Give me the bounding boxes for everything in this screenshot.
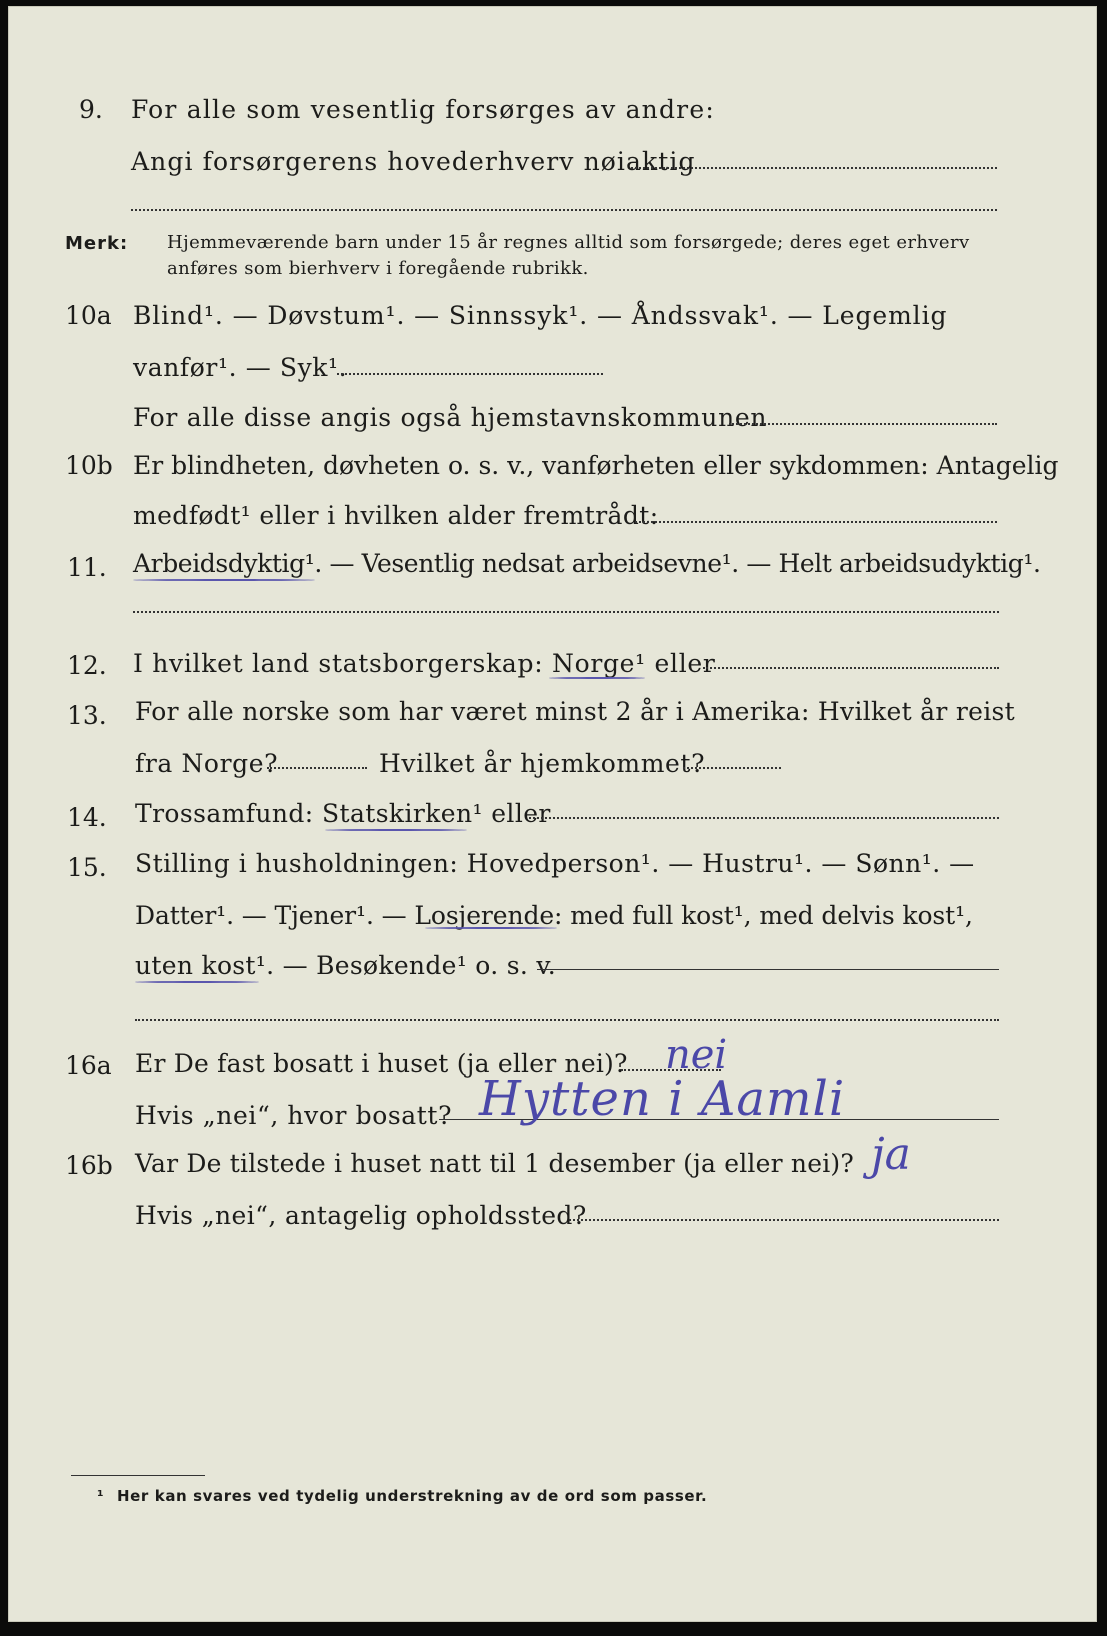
- question-16a-number: 16a: [65, 1051, 112, 1080]
- question-13-line2a: fra Norge?: [135, 749, 279, 778]
- question-10a-line1: Blind¹. — Døvstum¹. — Sinnssyk¹. — Åndssvak¹. — Legemlig: [133, 301, 948, 330]
- question-9-line2: Angi forsørgerens hovederhverv nøiaktig: [131, 147, 696, 176]
- question-10b-number: 10b: [65, 451, 113, 480]
- question-16b-answer2-line: [569, 1219, 999, 1221]
- question-15-line3: uten kost¹. — Besøkende¹ o. s. v.: [135, 951, 557, 980]
- question-10b-line1: Er blindheten, døvheten o. s. v., vanførheten eller sykdommen: Antagelig: [133, 451, 1059, 480]
- question-15-losjerende-underline: [425, 927, 557, 929]
- question-16a-line1: Er De fast bosatt i huset (ja eller nei)?: [135, 1049, 628, 1078]
- question-10b-answer-line: [635, 521, 997, 523]
- census-form-page: [8, 6, 1097, 1622]
- footnote-rule: [71, 1475, 205, 1476]
- question-13-line2b: Hvilket år hjemkommet?: [379, 749, 706, 778]
- question-16a-handwritten-answer1: nei: [665, 1032, 728, 1078]
- question-14-answer-line: [529, 817, 999, 819]
- question-9-answer-line: [631, 167, 997, 169]
- question-14-line1: Trossamfund: Statskirken¹ eller: [135, 799, 551, 828]
- question-12-number: 12.: [67, 651, 107, 680]
- merk-line1: Hjemmeværende barn under 15 år regnes alltid som forsørgede; deres eget erhverv: [167, 232, 970, 253]
- question-13-hjemkommet-line: [683, 767, 781, 769]
- question-10a-line3: For alle disse angis også hjemstavnskommunen: [133, 403, 768, 432]
- question-15-line2: Datter¹. — Tjener¹. — Losjerende: med full kost¹, med delvis kost¹,: [135, 901, 973, 930]
- question-15-number: 15.: [67, 853, 107, 882]
- question-14-handwritten-underline: [325, 829, 467, 831]
- question-10b-line2: medfødt¹ eller i hvilken alder fremtrådt:: [133, 501, 659, 530]
- question-16b-number: 16b: [65, 1151, 113, 1180]
- question-10a-line2: vanfør¹. — Syk¹.: [133, 353, 348, 382]
- question-15-answer-line-2: [135, 1019, 999, 1021]
- question-10a-number: 10a: [65, 301, 112, 330]
- footnote-marker: ¹: [97, 1487, 105, 1505]
- question-9-number: 9.: [79, 95, 103, 124]
- question-15-line1: Stilling i husholdningen: Hovedperson¹. — Hustru¹. — Sønn¹. —: [135, 849, 975, 878]
- question-16a-line2: Hvis „nei“, hvor bosatt?: [135, 1101, 453, 1130]
- question-13-reist-line: [267, 767, 367, 769]
- merk-label: Merk:: [65, 233, 129, 254]
- question-16b-line2: Hvis „nei“, antagelig opholdssted?: [135, 1201, 587, 1230]
- question-9-line1: For alle som vesentlig forsørges av andre:: [131, 95, 715, 124]
- question-15-answer-line: [537, 969, 999, 970]
- question-14-number: 14.: [67, 803, 107, 832]
- question-12-handwritten-underline: [549, 677, 645, 679]
- question-13-number: 13.: [67, 701, 107, 730]
- question-16a-handwritten-answer2: Hytten i Aamli: [479, 1071, 846, 1127]
- question-16b-handwritten-answer1: ja: [871, 1129, 911, 1180]
- question-12-answer-line: [703, 667, 999, 669]
- merk-line2: anføres som bierhverv i foregående rubrikk.: [167, 258, 589, 279]
- question-11-number: 11.: [67, 553, 107, 582]
- question-11-handwritten-underline: [133, 579, 315, 581]
- question-11-answer-line: [133, 611, 999, 613]
- question-10a-hjemstavn-line: [729, 423, 997, 425]
- question-10a-answer-line: [337, 373, 603, 375]
- question-11-line1: Arbeidsdyktig¹. — Vesentlig nedsat arbeidsevne¹. — Helt arbeidsudyktig¹.: [133, 549, 1041, 578]
- question-9-answer-line-2: [131, 209, 997, 211]
- question-13-line1: For alle norske som har været minst 2 år i Amerika: Hvilket år reist: [135, 697, 1016, 726]
- question-12-line1: I hvilket land statsborgerskap: Norge¹ eller: [133, 649, 716, 678]
- footnote-text: Her kan svares ved tydelig understrekning av de ord som passer.: [117, 1487, 708, 1505]
- question-15-uten-kost-underline: [135, 981, 259, 983]
- question-16b-line1: Var De tilstede i huset natt til 1 desember (ja eller nei)?: [135, 1149, 854, 1178]
